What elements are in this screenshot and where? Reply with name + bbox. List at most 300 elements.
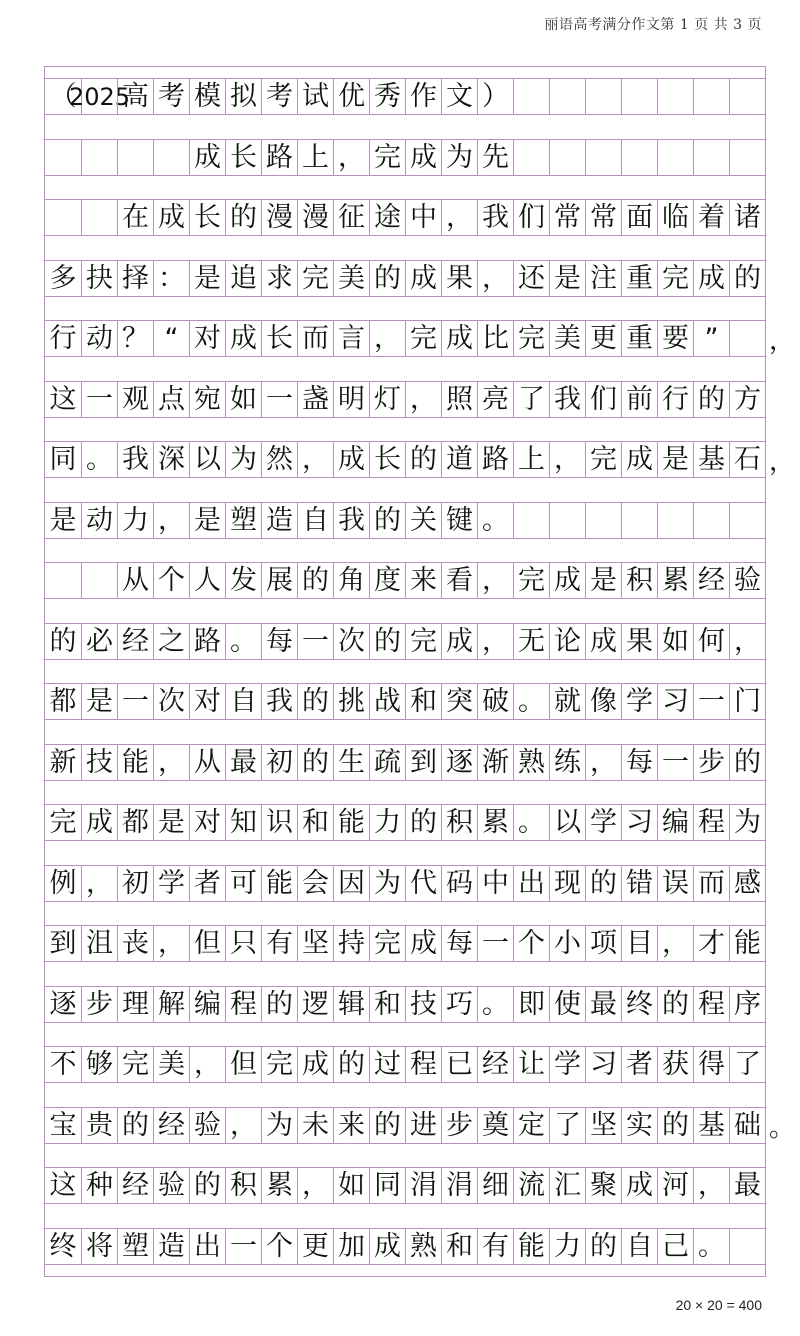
grid-cell: 次 bbox=[333, 624, 369, 659]
grid-cell: 来 bbox=[405, 563, 441, 598]
grid-cell: ， bbox=[477, 261, 513, 296]
grid-cell: 是 bbox=[189, 261, 225, 296]
grid-cell: 了 bbox=[513, 382, 549, 417]
grid-cell: 积 bbox=[621, 563, 657, 598]
grid-cell: 成 bbox=[693, 261, 729, 296]
grid-cell: 美 bbox=[333, 261, 369, 296]
grid-cell: 和 bbox=[441, 1229, 477, 1264]
grid-cell: 累 bbox=[261, 1168, 297, 1203]
grid-cell: 错 bbox=[621, 866, 657, 901]
grid-cell: 的 bbox=[297, 745, 333, 780]
grid-cell: 完 bbox=[657, 261, 693, 296]
grid-cell: 成 bbox=[405, 926, 441, 961]
grid-cell: 中 bbox=[477, 866, 513, 901]
grid-cell: 力 bbox=[549, 1229, 585, 1264]
text-row bbox=[45, 441, 795, 478]
grid-cell: 将 bbox=[81, 1229, 117, 1264]
text-row bbox=[45, 1167, 765, 1204]
grid-cell: 动 bbox=[81, 503, 117, 538]
page-header: 丽语高考满分作文第 1 页 共 3 页 bbox=[544, 17, 762, 33]
grid-cell: 误 bbox=[657, 866, 693, 901]
grid-cell: ： bbox=[153, 261, 189, 296]
grid-cell: 识 bbox=[261, 805, 297, 840]
grid-cell: 基 bbox=[693, 1108, 729, 1143]
grid-cell: 熟 bbox=[513, 745, 549, 780]
grid-cell: 熟 bbox=[405, 1229, 441, 1264]
grid-cell: 中 bbox=[405, 200, 441, 235]
grid-cell: 像 bbox=[585, 684, 621, 719]
grid-cell: 破 bbox=[477, 684, 513, 719]
grid-cell bbox=[81, 563, 117, 598]
grid-cell: 常 bbox=[585, 200, 621, 235]
grid-cell: 实 bbox=[621, 1108, 657, 1143]
grid-cell: 积 bbox=[225, 1168, 261, 1203]
grid-cell bbox=[729, 321, 765, 356]
grid-cell: 次 bbox=[153, 684, 189, 719]
grid-cell: 学 bbox=[153, 866, 189, 901]
text-row bbox=[45, 562, 765, 599]
grid-cell bbox=[585, 79, 621, 114]
grid-cell bbox=[657, 79, 693, 114]
grid-cell: 长 bbox=[189, 200, 225, 235]
grid-cell: 从 bbox=[189, 745, 225, 780]
grid-cell: 的 bbox=[225, 200, 261, 235]
grid-cell: 流 bbox=[513, 1168, 549, 1203]
grid-cell bbox=[621, 503, 657, 538]
grid-cell bbox=[549, 79, 585, 114]
grid-cell: 代 bbox=[405, 866, 441, 901]
grid-cell: 一 bbox=[477, 926, 513, 961]
grid-cell: 一 bbox=[657, 745, 693, 780]
text-row bbox=[45, 502, 765, 539]
grid-cell: 而 bbox=[297, 321, 333, 356]
grid-cell: 道 bbox=[441, 442, 477, 477]
grid-cell: 程 bbox=[405, 1047, 441, 1082]
grid-cell: 初 bbox=[261, 745, 297, 780]
grid-cell: ， bbox=[405, 382, 441, 417]
grid-cell: 角 bbox=[333, 563, 369, 598]
grid-cell: 为 bbox=[261, 1108, 297, 1143]
grid-cell: 路 bbox=[189, 624, 225, 659]
grid-cell: 长 bbox=[261, 321, 297, 356]
grid-cell: 的 bbox=[297, 684, 333, 719]
text-row bbox=[45, 744, 765, 781]
grid-cell: “ bbox=[153, 321, 189, 356]
grid-cell: 成 bbox=[333, 442, 369, 477]
grid-cell bbox=[81, 140, 117, 175]
grid-cell: 得 bbox=[693, 1047, 729, 1082]
grid-cell: 逐 bbox=[49, 988, 77, 1020]
grid-cell: 我 bbox=[477, 200, 513, 235]
grid-cell: 途 bbox=[369, 200, 405, 235]
grid-cell: 的 bbox=[405, 442, 441, 477]
grid-cell: ， bbox=[477, 624, 513, 659]
grid-cell: 关 bbox=[405, 503, 441, 538]
grid-cell: 习 bbox=[621, 805, 657, 840]
grid-cell: 。 bbox=[513, 684, 549, 719]
grid-cell: 自 bbox=[225, 684, 261, 719]
grid-cell: 完 bbox=[49, 807, 77, 838]
grid-cell: 的 bbox=[261, 987, 297, 1022]
grid-cell: 细 bbox=[477, 1168, 513, 1203]
grid-cell: 的 bbox=[49, 625, 77, 657]
grid-cell: 的 bbox=[693, 382, 729, 417]
grid-cell: 和 bbox=[405, 684, 441, 719]
grid-cell: 完 bbox=[297, 261, 333, 296]
text-row bbox=[45, 925, 765, 962]
grid-cell: 够 bbox=[81, 1047, 117, 1082]
grid-cell: 初 bbox=[117, 866, 153, 901]
grid-cell: 完 bbox=[405, 624, 441, 659]
grid-cell: 这 bbox=[49, 1170, 77, 1201]
grid-cell: 是 bbox=[81, 684, 117, 719]
title-row bbox=[45, 139, 765, 176]
grid-cell: 多 bbox=[49, 262, 77, 294]
grid-cell: 重 bbox=[621, 261, 657, 296]
text-row bbox=[45, 199, 765, 236]
grid-cell: 常 bbox=[549, 200, 585, 235]
grid-cell: ， bbox=[369, 321, 405, 356]
grid-cell: 最 bbox=[225, 745, 261, 780]
grid-cell: 编 bbox=[657, 805, 693, 840]
grid-cell: 来 bbox=[333, 1108, 369, 1143]
grid-cell: 对 bbox=[189, 805, 225, 840]
grid-cell: 抉 bbox=[81, 261, 117, 296]
grid-cell: 使 bbox=[549, 987, 585, 1022]
grid-cell: 择 bbox=[117, 261, 153, 296]
grid-cell bbox=[513, 79, 549, 114]
grid-cell: 获 bbox=[657, 1047, 693, 1082]
grid-cell: 最 bbox=[729, 1168, 765, 1203]
grid-cell: 学 bbox=[549, 1047, 585, 1082]
grid-cell: 我 bbox=[261, 684, 297, 719]
grid-cell: 的 bbox=[585, 1229, 621, 1264]
grid-cell: 疏 bbox=[369, 745, 405, 780]
grid-cell: 突 bbox=[441, 684, 477, 719]
grid-cell: 有 bbox=[261, 926, 297, 961]
grid-cell: 比 bbox=[477, 321, 513, 356]
subtitle-row bbox=[45, 78, 765, 115]
grid-cell bbox=[729, 1229, 765, 1264]
grid-cell: 完 bbox=[513, 321, 549, 356]
grid-cell: 石 bbox=[729, 442, 765, 477]
grid-cell: 定 bbox=[513, 1108, 549, 1143]
grid-cell: 文 bbox=[441, 79, 477, 114]
grid-cell: 无 bbox=[513, 624, 549, 659]
grid-cell: 如 bbox=[333, 1168, 369, 1203]
grid-cell: 都 bbox=[49, 686, 77, 717]
grid-cell: 己 bbox=[657, 1229, 693, 1264]
grid-cell: 之 bbox=[153, 624, 189, 659]
grid-cell: 是 bbox=[585, 563, 621, 598]
grid-cell: 力 bbox=[117, 503, 153, 538]
grid-cell: 有 bbox=[477, 1229, 513, 1264]
grid-cell: 漫 bbox=[261, 200, 297, 235]
grid-cell: 一 bbox=[297, 624, 333, 659]
grid-cell: 的 bbox=[189, 1168, 225, 1203]
grid-cell: 序 bbox=[729, 987, 765, 1022]
grid-cell: 积 bbox=[441, 805, 477, 840]
grid-cell: ， bbox=[441, 200, 477, 235]
text-row bbox=[45, 804, 765, 841]
grid-cell: ” bbox=[693, 321, 729, 356]
grid-cell: 路 bbox=[477, 442, 513, 477]
grid-cell: 辑 bbox=[333, 987, 369, 1022]
grid-cell: 每 bbox=[261, 624, 297, 659]
text-row bbox=[45, 623, 765, 660]
grid-cell: 能 bbox=[513, 1229, 549, 1264]
grid-cell: 诸 bbox=[729, 200, 765, 235]
grid-cell: 的 bbox=[585, 866, 621, 901]
grid-cell: 完 bbox=[405, 321, 441, 356]
grid-cell: 了 bbox=[549, 1108, 585, 1143]
grid-cell: 成 bbox=[585, 624, 621, 659]
grid-cell: 成 bbox=[189, 140, 225, 175]
grid-cell: 更 bbox=[585, 321, 621, 356]
text-row bbox=[45, 683, 765, 720]
grid-cell: 能 bbox=[729, 926, 765, 961]
grid-cell: 解 bbox=[153, 987, 189, 1022]
grid-cell bbox=[693, 140, 729, 175]
grid-cell: 对 bbox=[189, 684, 225, 719]
grid-cell: 的 bbox=[117, 1108, 153, 1143]
grid-cell: 挑 bbox=[333, 684, 369, 719]
grid-cell: 聚 bbox=[585, 1168, 621, 1203]
grid-cell: 漫 bbox=[297, 200, 333, 235]
text-row bbox=[45, 1228, 765, 1265]
grid-cell: （ bbox=[49, 81, 77, 112]
grid-cell: 和 bbox=[369, 987, 405, 1022]
grid-cell: 习 bbox=[657, 684, 693, 719]
grid-cell bbox=[513, 503, 549, 538]
grid-cell: 理 bbox=[117, 987, 153, 1022]
grid-cell bbox=[729, 140, 765, 175]
grid-cell: 。 bbox=[477, 987, 513, 1022]
grid-cell: 以 bbox=[549, 805, 585, 840]
grid-cell: 码 bbox=[441, 866, 477, 901]
grid-cell: 可 bbox=[225, 866, 261, 901]
grid-cell: 一 bbox=[261, 382, 297, 417]
grid-cell: 我 bbox=[333, 503, 369, 538]
grid-cell: 渐 bbox=[477, 745, 513, 780]
grid-cell: 方 bbox=[729, 382, 765, 417]
grid-cell: 沮 bbox=[81, 926, 117, 961]
grid-cell: 者 bbox=[189, 866, 225, 901]
grid-cell bbox=[693, 503, 729, 538]
grid-cell: 上 bbox=[297, 140, 333, 175]
grid-cell: 到 bbox=[49, 928, 77, 959]
grid-cell: 长 bbox=[369, 442, 405, 477]
grid-cell: ， bbox=[153, 503, 189, 538]
grid-cell: 们 bbox=[585, 382, 621, 417]
grid-cell: 因 bbox=[333, 866, 369, 901]
grid-cell: 重 bbox=[621, 321, 657, 356]
grid-cell: 能 bbox=[261, 866, 297, 901]
grid-cell: 者 bbox=[621, 1047, 657, 1082]
grid-cell: 看 bbox=[441, 563, 477, 598]
grid-cell: 作 bbox=[405, 79, 441, 114]
grid-cell: 坚 bbox=[585, 1108, 621, 1143]
grid-cell: 就 bbox=[549, 684, 585, 719]
grid-cell: 的 bbox=[729, 745, 765, 780]
grid-cell: 习 bbox=[585, 1047, 621, 1082]
grid-cell bbox=[549, 503, 585, 538]
grid-cell bbox=[45, 200, 81, 235]
grid-cell: 一 bbox=[81, 382, 117, 417]
grid-cell: 美 bbox=[549, 321, 585, 356]
grid-cell: ， bbox=[333, 140, 369, 175]
grid-cell: 终 bbox=[621, 987, 657, 1022]
grid-cell: 塑 bbox=[225, 503, 261, 538]
grid-cell: 学 bbox=[621, 684, 657, 719]
grid-cell: 成 bbox=[297, 1047, 333, 1082]
grid-cell: 最 bbox=[585, 987, 621, 1022]
grid-cell: 的 bbox=[369, 261, 405, 296]
grid-cell: 都 bbox=[117, 805, 153, 840]
grid-cell: 。 bbox=[225, 624, 261, 659]
grid-cell: 个 bbox=[153, 563, 189, 598]
grid-cell bbox=[549, 140, 585, 175]
grid-cell: 不 bbox=[49, 1049, 77, 1080]
grid-cell: 的 bbox=[729, 261, 765, 296]
grid-cell: 基 bbox=[693, 442, 729, 477]
grid-cell bbox=[657, 503, 693, 538]
grid-cell: 试 bbox=[297, 79, 333, 114]
grid-cell: 种 bbox=[81, 1168, 117, 1203]
grid-cell: 持 bbox=[333, 926, 369, 961]
grid-cell: 逻 bbox=[297, 987, 333, 1022]
grid-cell: ） bbox=[477, 79, 513, 114]
grid-cell: 。 bbox=[693, 1229, 729, 1264]
grid-cell: ， bbox=[225, 1108, 261, 1143]
grid-cell: 言 bbox=[333, 321, 369, 356]
grid-cell: 成 bbox=[441, 624, 477, 659]
grid-cell: 个 bbox=[513, 926, 549, 961]
grid-cell: 发 bbox=[225, 563, 261, 598]
grid-cell: 和 bbox=[297, 805, 333, 840]
grid-cell: 经 bbox=[117, 1168, 153, 1203]
grid-cell bbox=[153, 140, 189, 175]
grid-cell: 的 bbox=[369, 503, 405, 538]
grid-cell: 贵 bbox=[81, 1108, 117, 1143]
grid-cell: 。 bbox=[81, 442, 117, 477]
grid-cell: ， bbox=[477, 563, 513, 598]
grid-cell: 学 bbox=[585, 805, 621, 840]
grid-cell: 完 bbox=[513, 563, 549, 598]
grid-cell: 程 bbox=[693, 987, 729, 1022]
grid-cell: 的 bbox=[657, 987, 693, 1022]
grid-cell: 小 bbox=[549, 926, 585, 961]
grid-cell: 点 bbox=[153, 382, 189, 417]
grid-cell: 的 bbox=[369, 1108, 405, 1143]
grid-cell: 模 bbox=[189, 79, 225, 114]
grid-cell: 程 bbox=[693, 805, 729, 840]
grid-cell: 。 bbox=[513, 805, 549, 840]
grid-cell: 验 bbox=[189, 1108, 225, 1143]
text-row bbox=[45, 1046, 765, 1083]
grid-cell: ？ bbox=[117, 321, 153, 356]
grid-cell: 以 bbox=[189, 442, 225, 477]
grid-cell: 过 bbox=[369, 1047, 405, 1082]
grid-cell: 我 bbox=[549, 382, 585, 417]
grid-cell: ， bbox=[153, 926, 189, 961]
grid-cell: 宝 bbox=[49, 1109, 77, 1141]
grid-cell: 步 bbox=[441, 1108, 477, 1143]
grid-cell: 是 bbox=[549, 261, 585, 296]
grid-cell: 完 bbox=[369, 926, 405, 961]
grid-cell bbox=[657, 140, 693, 175]
grid-cell: 累 bbox=[657, 563, 693, 598]
grid-cell: 。 bbox=[477, 503, 513, 538]
grid-cell: 考 bbox=[153, 79, 189, 114]
grid-cell: 照 bbox=[441, 382, 477, 417]
grid-cell: 的 bbox=[405, 805, 441, 840]
grid-cell: 程 bbox=[225, 987, 261, 1022]
grid-cell: 征 bbox=[333, 200, 369, 235]
grid-cell: 明 bbox=[333, 382, 369, 417]
grid-cell bbox=[117, 140, 153, 175]
grid-cell bbox=[45, 140, 81, 175]
grid-cell: 只 bbox=[225, 926, 261, 961]
grid-cell: 逐 bbox=[441, 745, 477, 780]
grid-cell: 终 bbox=[49, 1230, 77, 1262]
grid-cell: 一 bbox=[693, 684, 729, 719]
grid-cell: 每 bbox=[621, 745, 657, 780]
grid-cell: 成 bbox=[153, 200, 189, 235]
grid-cell: 行 bbox=[657, 382, 693, 417]
grid-cell: 果 bbox=[441, 261, 477, 296]
grid-cell: 为 bbox=[225, 442, 261, 477]
grid-cell: 现 bbox=[549, 866, 585, 901]
grid-cell: 技 bbox=[405, 987, 441, 1022]
grid-cell: 经 bbox=[117, 624, 153, 659]
grid-cell: 然 bbox=[261, 442, 297, 477]
grid-cell: 成 bbox=[621, 442, 657, 477]
grid-cell: 步 bbox=[693, 745, 729, 780]
grid-cell: 度 bbox=[369, 563, 405, 598]
grid-cell: 了 bbox=[729, 1047, 765, 1082]
grid-cell: 是 bbox=[189, 503, 225, 538]
margin-punctuation: ， bbox=[768, 447, 795, 477]
grid-cell: 丧 bbox=[117, 926, 153, 961]
grid-cell: 们 bbox=[513, 200, 549, 235]
grid-cell: 为 bbox=[369, 866, 405, 901]
text-row bbox=[45, 381, 765, 418]
grid-cell: 是 bbox=[49, 504, 77, 536]
grid-cell: 汇 bbox=[549, 1168, 585, 1203]
grid-cell: 考 bbox=[261, 79, 297, 114]
grid-cell: 力 bbox=[369, 805, 405, 840]
grid-cell: 涓 bbox=[441, 1168, 477, 1203]
grid-cell: 临 bbox=[657, 200, 693, 235]
grid-cell: 成 bbox=[549, 563, 585, 598]
text-row bbox=[45, 865, 765, 902]
grid-cell bbox=[729, 503, 765, 538]
grid-cell: ， bbox=[189, 1047, 225, 1082]
grid-cell: 是 bbox=[657, 442, 693, 477]
grid-cell: 追 bbox=[225, 261, 261, 296]
grid-cell: 知 bbox=[225, 805, 261, 840]
grid-cell: 路 bbox=[261, 140, 297, 175]
grid-cell: 自 bbox=[621, 1229, 657, 1264]
grid-cell: 生 bbox=[333, 745, 369, 780]
grid-cell: 我 bbox=[117, 442, 153, 477]
grid-cell: 出 bbox=[513, 866, 549, 901]
grid-cell: 但 bbox=[225, 1047, 261, 1082]
grid-cell: 观 bbox=[117, 382, 153, 417]
grid-cell: 盏 bbox=[297, 382, 333, 417]
grid-cell: 如 bbox=[657, 624, 693, 659]
